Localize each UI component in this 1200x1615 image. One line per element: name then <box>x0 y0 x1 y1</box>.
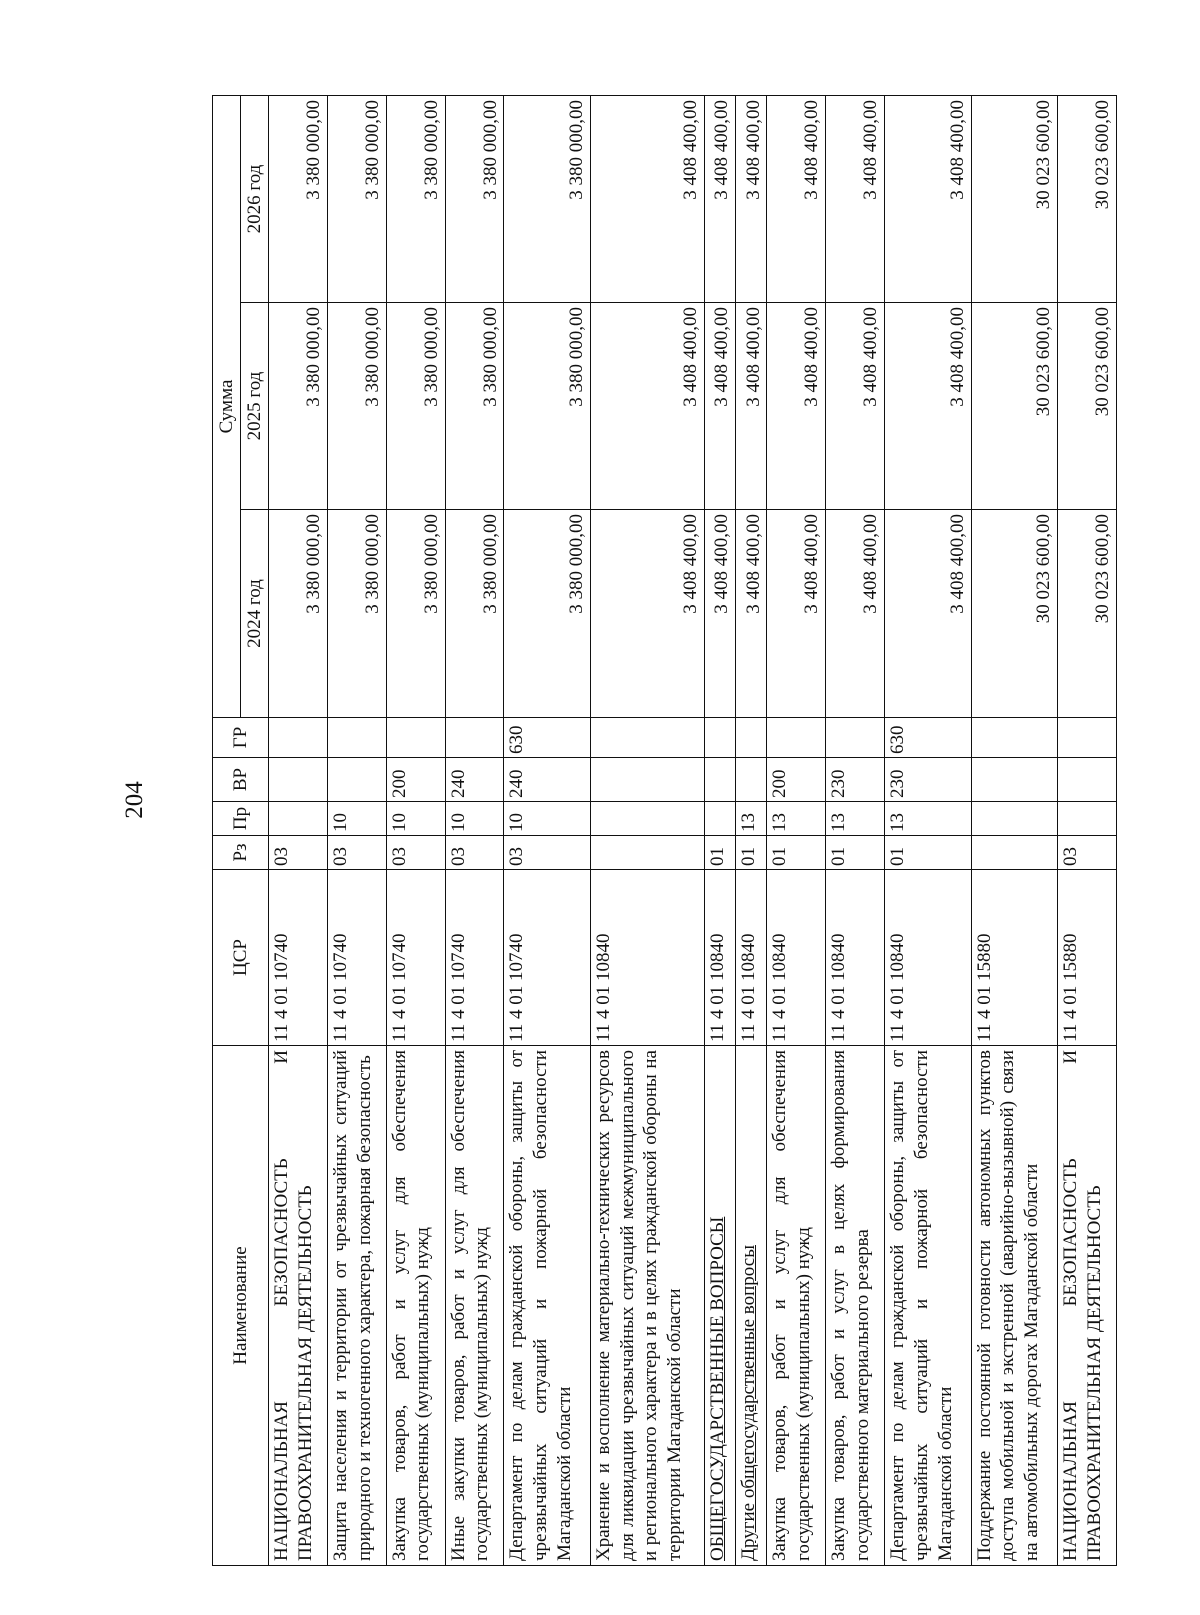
header-2026: 2026 год <box>241 96 269 303</box>
cell-gr <box>327 718 386 758</box>
cell-y2025: 3 408 400,00 <box>590 303 704 510</box>
header-rz: Рз <box>213 836 269 870</box>
cell-name: Департамент по делам гражданской обороны, защиты от чрезвычайных ситуаций и пожарной безопасности Магаданской области <box>885 1046 972 1566</box>
cell-y2024: 3 380 000,00 <box>386 510 445 718</box>
cell-pr: 13 <box>736 802 767 836</box>
cell-name: Закупка товаров, работ и услуг для обеспечения государственных (муниципальных) нужд <box>386 1046 445 1566</box>
cell-y2025: 3 408 400,00 <box>826 303 885 510</box>
cell-name: Другие общегосударственные вопросы <box>736 1046 767 1566</box>
cell-y2024: 3 408 400,00 <box>826 510 885 718</box>
cell-csr: 11 4 01 10840 <box>767 870 826 1046</box>
cell-csr: 11 4 01 10840 <box>590 870 704 1046</box>
cell-y2026: 3 380 000,00 <box>504 96 591 303</box>
cell-rz: 01 <box>885 836 972 870</box>
table-row <box>386 96 445 1566</box>
cell-pr: 13 <box>767 802 826 836</box>
cell-csr: 11 4 01 10740 <box>386 870 445 1046</box>
rotated-table-stage <box>212 96 1117 1566</box>
cell-gr <box>269 718 328 758</box>
cell-rz <box>971 836 1058 870</box>
cell-y2025: 3 408 400,00 <box>736 303 767 510</box>
header-csr: ЦСР <box>213 870 269 1046</box>
cell-rz: 01 <box>826 836 885 870</box>
cell-gr <box>386 718 445 758</box>
cell-y2026: 3 408 400,00 <box>767 96 826 303</box>
cell-csr: 11 4 01 15880 <box>971 870 1058 1046</box>
cell-gr: 630 <box>504 718 591 758</box>
cell-rz: 01 <box>767 836 826 870</box>
cell-pr: 10 <box>386 802 445 836</box>
cell-rz: 03 <box>386 836 445 870</box>
cell-y2026: 3 408 400,00 <box>705 96 736 303</box>
cell-gr: 630 <box>885 718 972 758</box>
cell-csr: 11 4 01 10840 <box>736 870 767 1046</box>
cell-name: Закупка товаров, работ и услуг для обеспечения государственных (муниципальных) нужд <box>767 1046 826 1566</box>
cell-gr <box>971 718 1058 758</box>
cell-csr: 11 4 01 10740 <box>269 870 328 1046</box>
header-2024: 2024 год <box>241 510 269 718</box>
cell-pr: 13 <box>826 802 885 836</box>
header-sum: Сумма <box>213 96 241 718</box>
cell-gr <box>445 718 504 758</box>
cell-y2026: 30 023 600,00 <box>1058 96 1117 303</box>
cell-pr: 10 <box>445 802 504 836</box>
table-row <box>705 96 736 1566</box>
cell-vr <box>1058 758 1117 802</box>
cell-y2026: 3 380 000,00 <box>269 96 328 303</box>
cell-y2026: 3 408 400,00 <box>826 96 885 303</box>
cell-pr <box>590 802 704 836</box>
cell-pr <box>1058 802 1117 836</box>
cell-y2026: 30 023 600,00 <box>971 96 1058 303</box>
cell-name: НАЦИОНАЛЬНАЯ БЕЗОПАСНОСТЬ И ПРАВООХРАНИТЕЛЬНАЯ ДЕЯТЕЛЬНОСТЬ <box>269 1046 328 1566</box>
cell-name: Защита населения и территории от чрезвычайных ситуаций природного и техногенного характера, пожарная безопасность <box>327 1046 386 1566</box>
budget-table <box>212 95 1117 1566</box>
header-vr: ВР <box>213 758 269 802</box>
cell-y2025: 3 380 000,00 <box>504 303 591 510</box>
cell-pr <box>971 802 1058 836</box>
table-body <box>269 96 1117 1566</box>
cell-csr: 11 4 01 10740 <box>445 870 504 1046</box>
cell-y2025: 3 408 400,00 <box>885 303 972 510</box>
cell-y2026: 3 380 000,00 <box>445 96 504 303</box>
cell-y2025: 3 380 000,00 <box>386 303 445 510</box>
cell-vr: 240 <box>504 758 591 802</box>
cell-gr <box>1058 718 1117 758</box>
table-row <box>767 96 826 1566</box>
cell-name: Департамент по делам гражданской обороны, защиты от чрезвычайных ситуаций и пожарной безопасности Магаданской области <box>504 1046 591 1566</box>
cell-y2025: 3 380 000,00 <box>445 303 504 510</box>
cell-gr <box>826 718 885 758</box>
cell-rz: 03 <box>269 836 328 870</box>
cell-csr: 11 4 01 10840 <box>885 870 972 1046</box>
cell-gr <box>705 718 736 758</box>
header-gr: ГР <box>213 718 269 758</box>
cell-csr: 11 4 01 10840 <box>826 870 885 1046</box>
cell-csr: 11 4 01 10840 <box>705 870 736 1046</box>
cell-pr: 10 <box>327 802 386 836</box>
cell-csr: 11 4 01 10740 <box>504 870 591 1046</box>
cell-pr <box>705 802 736 836</box>
table-row <box>826 96 885 1566</box>
table-row <box>590 96 704 1566</box>
cell-name: Закупка товаров, работ и услуг в целях формирования государственного материального резерва <box>826 1046 885 1566</box>
header-2025: 2025 год <box>241 303 269 510</box>
cell-y2026: 3 408 400,00 <box>885 96 972 303</box>
cell-name: Поддержание постоянной готовности автономных пунктов доступа мобильной и экстренной (аварийно-вызывной) связи на автомобильных дорогах Магаданской области <box>971 1046 1058 1566</box>
cell-gr <box>590 718 704 758</box>
cell-y2025: 3 408 400,00 <box>705 303 736 510</box>
cell-rz: 01 <box>736 836 767 870</box>
cell-y2024: 3 408 400,00 <box>885 510 972 718</box>
cell-vr: 230 <box>826 758 885 802</box>
cell-y2025: 30 023 600,00 <box>971 303 1058 510</box>
cell-rz: 01 <box>705 836 736 870</box>
cell-y2026: 3 408 400,00 <box>590 96 704 303</box>
cell-y2024: 30 023 600,00 <box>1058 510 1117 718</box>
cell-y2025: 3 408 400,00 <box>767 303 826 510</box>
table-row <box>269 96 328 1566</box>
cell-rz: 03 <box>504 836 591 870</box>
cell-y2024: 3 408 400,00 <box>590 510 704 718</box>
cell-vr: 240 <box>445 758 504 802</box>
cell-pr: 10 <box>504 802 591 836</box>
cell-y2024: 3 380 000,00 <box>504 510 591 718</box>
cell-y2024: 3 380 000,00 <box>269 510 328 718</box>
cell-y2024: 3 408 400,00 <box>705 510 736 718</box>
cell-vr <box>327 758 386 802</box>
cell-name: НАЦИОНАЛЬНАЯ БЕЗОПАСНОСТЬ И ПРАВООХРАНИТЕЛЬНАЯ ДЕЯТЕЛЬНОСТЬ <box>1058 1046 1117 1566</box>
table-row <box>327 96 386 1566</box>
cell-name: Иные закупки товаров, работ и услуг для обеспечения государственных (муниципальных) нужд <box>445 1046 504 1566</box>
cell-rz: 03 <box>445 836 504 870</box>
cell-y2026: 3 408 400,00 <box>736 96 767 303</box>
header-pr: Пр <box>213 802 269 836</box>
table-row <box>885 96 972 1566</box>
cell-name: ОБЩЕГОСУДАРСТВЕННЫЕ ВОПРОСЫ <box>705 1046 736 1566</box>
table-row <box>504 96 591 1566</box>
cell-y2024: 30 023 600,00 <box>971 510 1058 718</box>
cell-y2024: 3 380 000,00 <box>327 510 386 718</box>
cell-vr <box>590 758 704 802</box>
cell-y2025: 3 380 000,00 <box>269 303 328 510</box>
cell-vr <box>971 758 1058 802</box>
cell-y2024: 3 408 400,00 <box>736 510 767 718</box>
cell-csr: 11 4 01 10740 <box>327 870 386 1046</box>
cell-rz: 03 <box>1058 836 1117 870</box>
cell-y2026: 3 380 000,00 <box>386 96 445 303</box>
cell-pr <box>269 802 328 836</box>
cell-gr <box>736 718 767 758</box>
cell-y2024: 3 408 400,00 <box>767 510 826 718</box>
page-number: 204 <box>121 781 148 819</box>
cell-rz: 03 <box>327 836 386 870</box>
header-name: Наименование <box>213 1046 269 1566</box>
table-row <box>1058 96 1117 1566</box>
table-row <box>736 96 767 1566</box>
cell-name: Хранение и восполнение материально-технических ресурсов для ликвидации чрезвычайных ситуаций межмуниципального и регионального характера и в целях гражданской обороны на территории Магаданской области <box>590 1046 704 1566</box>
cell-y2024: 3 380 000,00 <box>445 510 504 718</box>
cell-y2025: 30 023 600,00 <box>1058 303 1117 510</box>
cell-y2026: 3 380 000,00 <box>327 96 386 303</box>
cell-vr <box>269 758 328 802</box>
table-row <box>971 96 1058 1566</box>
cell-gr <box>767 718 826 758</box>
cell-vr: 200 <box>767 758 826 802</box>
cell-vr <box>736 758 767 802</box>
cell-rz <box>590 836 704 870</box>
cell-csr: 11 4 01 15880 <box>1058 870 1117 1046</box>
cell-vr <box>705 758 736 802</box>
table-row <box>445 96 504 1566</box>
cell-y2025: 3 380 000,00 <box>327 303 386 510</box>
cell-pr: 13 <box>885 802 972 836</box>
cell-vr: 230 <box>885 758 972 802</box>
cell-vr: 200 <box>386 758 445 802</box>
